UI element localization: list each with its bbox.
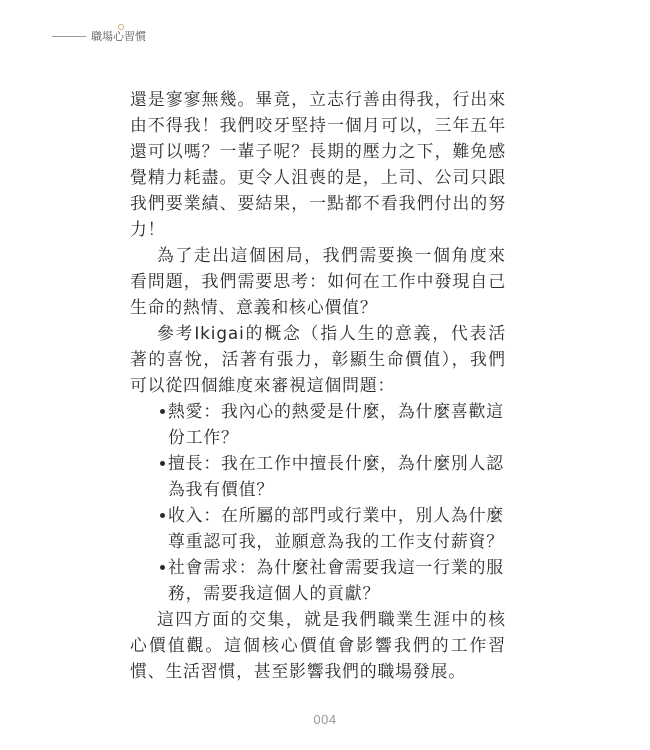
list-item-income xyxy=(168,502,506,554)
running-header xyxy=(52,27,146,45)
page-body xyxy=(130,86,506,684)
list-item-text: 收入：在所屬的部門或行業中，別人為什麼尊重認可我，並願意為我的工作支付薪資？ xyxy=(168,505,504,551)
list-item-passion xyxy=(168,398,506,450)
list-item-skill xyxy=(168,450,506,502)
bullet-icon xyxy=(160,565,165,570)
decorative-circle-icon xyxy=(118,24,124,30)
book-title-text: 職場心習慣 xyxy=(91,30,146,43)
list-item-social-need xyxy=(168,554,506,606)
ikigai-dimension-list xyxy=(130,398,506,606)
list-item-text: 熱愛：我內心的熱愛是什麼，為什麼喜歡這份工作？ xyxy=(168,401,504,447)
list-item-text: 社會需求：為什麼社會需要我這一行業的服務，需要我這個人的貢獻？ xyxy=(168,557,504,603)
bullet-icon xyxy=(160,409,165,414)
list-item-text: 擅長：我在工作中擅長什麼，為什麼別人認為我有價值？ xyxy=(168,453,504,499)
bullet-icon xyxy=(160,461,165,466)
book-title xyxy=(91,28,146,44)
paragraph-continued: 還是寥寥無幾。畢竟，立志行善由得我，行出來由不得我！我們咬牙堅持一個月可以，三年五年還可以嗎？一輩子呢？長期的壓力之下，難免感覺精力耗盡。更令人沮喪的是，上司、公司只跟我們要業績、要結果，一點都不看我們付出的努力！ xyxy=(130,89,506,239)
paragraph-problem-reframe: 為了走出這個困局，我們需要換一個角度來看問題，我們需要思考：如何在工作中發現自己生命的熱情、意義和核心價值？ xyxy=(130,245,506,317)
paragraph-core-values: 這四方面的交集，就是我們職業生涯中的核心價值觀。這個核心價值會影響我們的工作習慣、生活習慣，甚至影響我們的職場發展。 xyxy=(130,609,506,681)
header-rule-line xyxy=(52,36,86,37)
bullet-icon xyxy=(160,513,165,518)
paragraph-ikigai-intro: 參考Ikigai的概念（指人生的意義，代表活著的喜悅，活著有張力，彰顯生命價值），我們可以從四個維度來審視這個問題： xyxy=(130,323,506,395)
page-number: 004 xyxy=(313,712,337,727)
